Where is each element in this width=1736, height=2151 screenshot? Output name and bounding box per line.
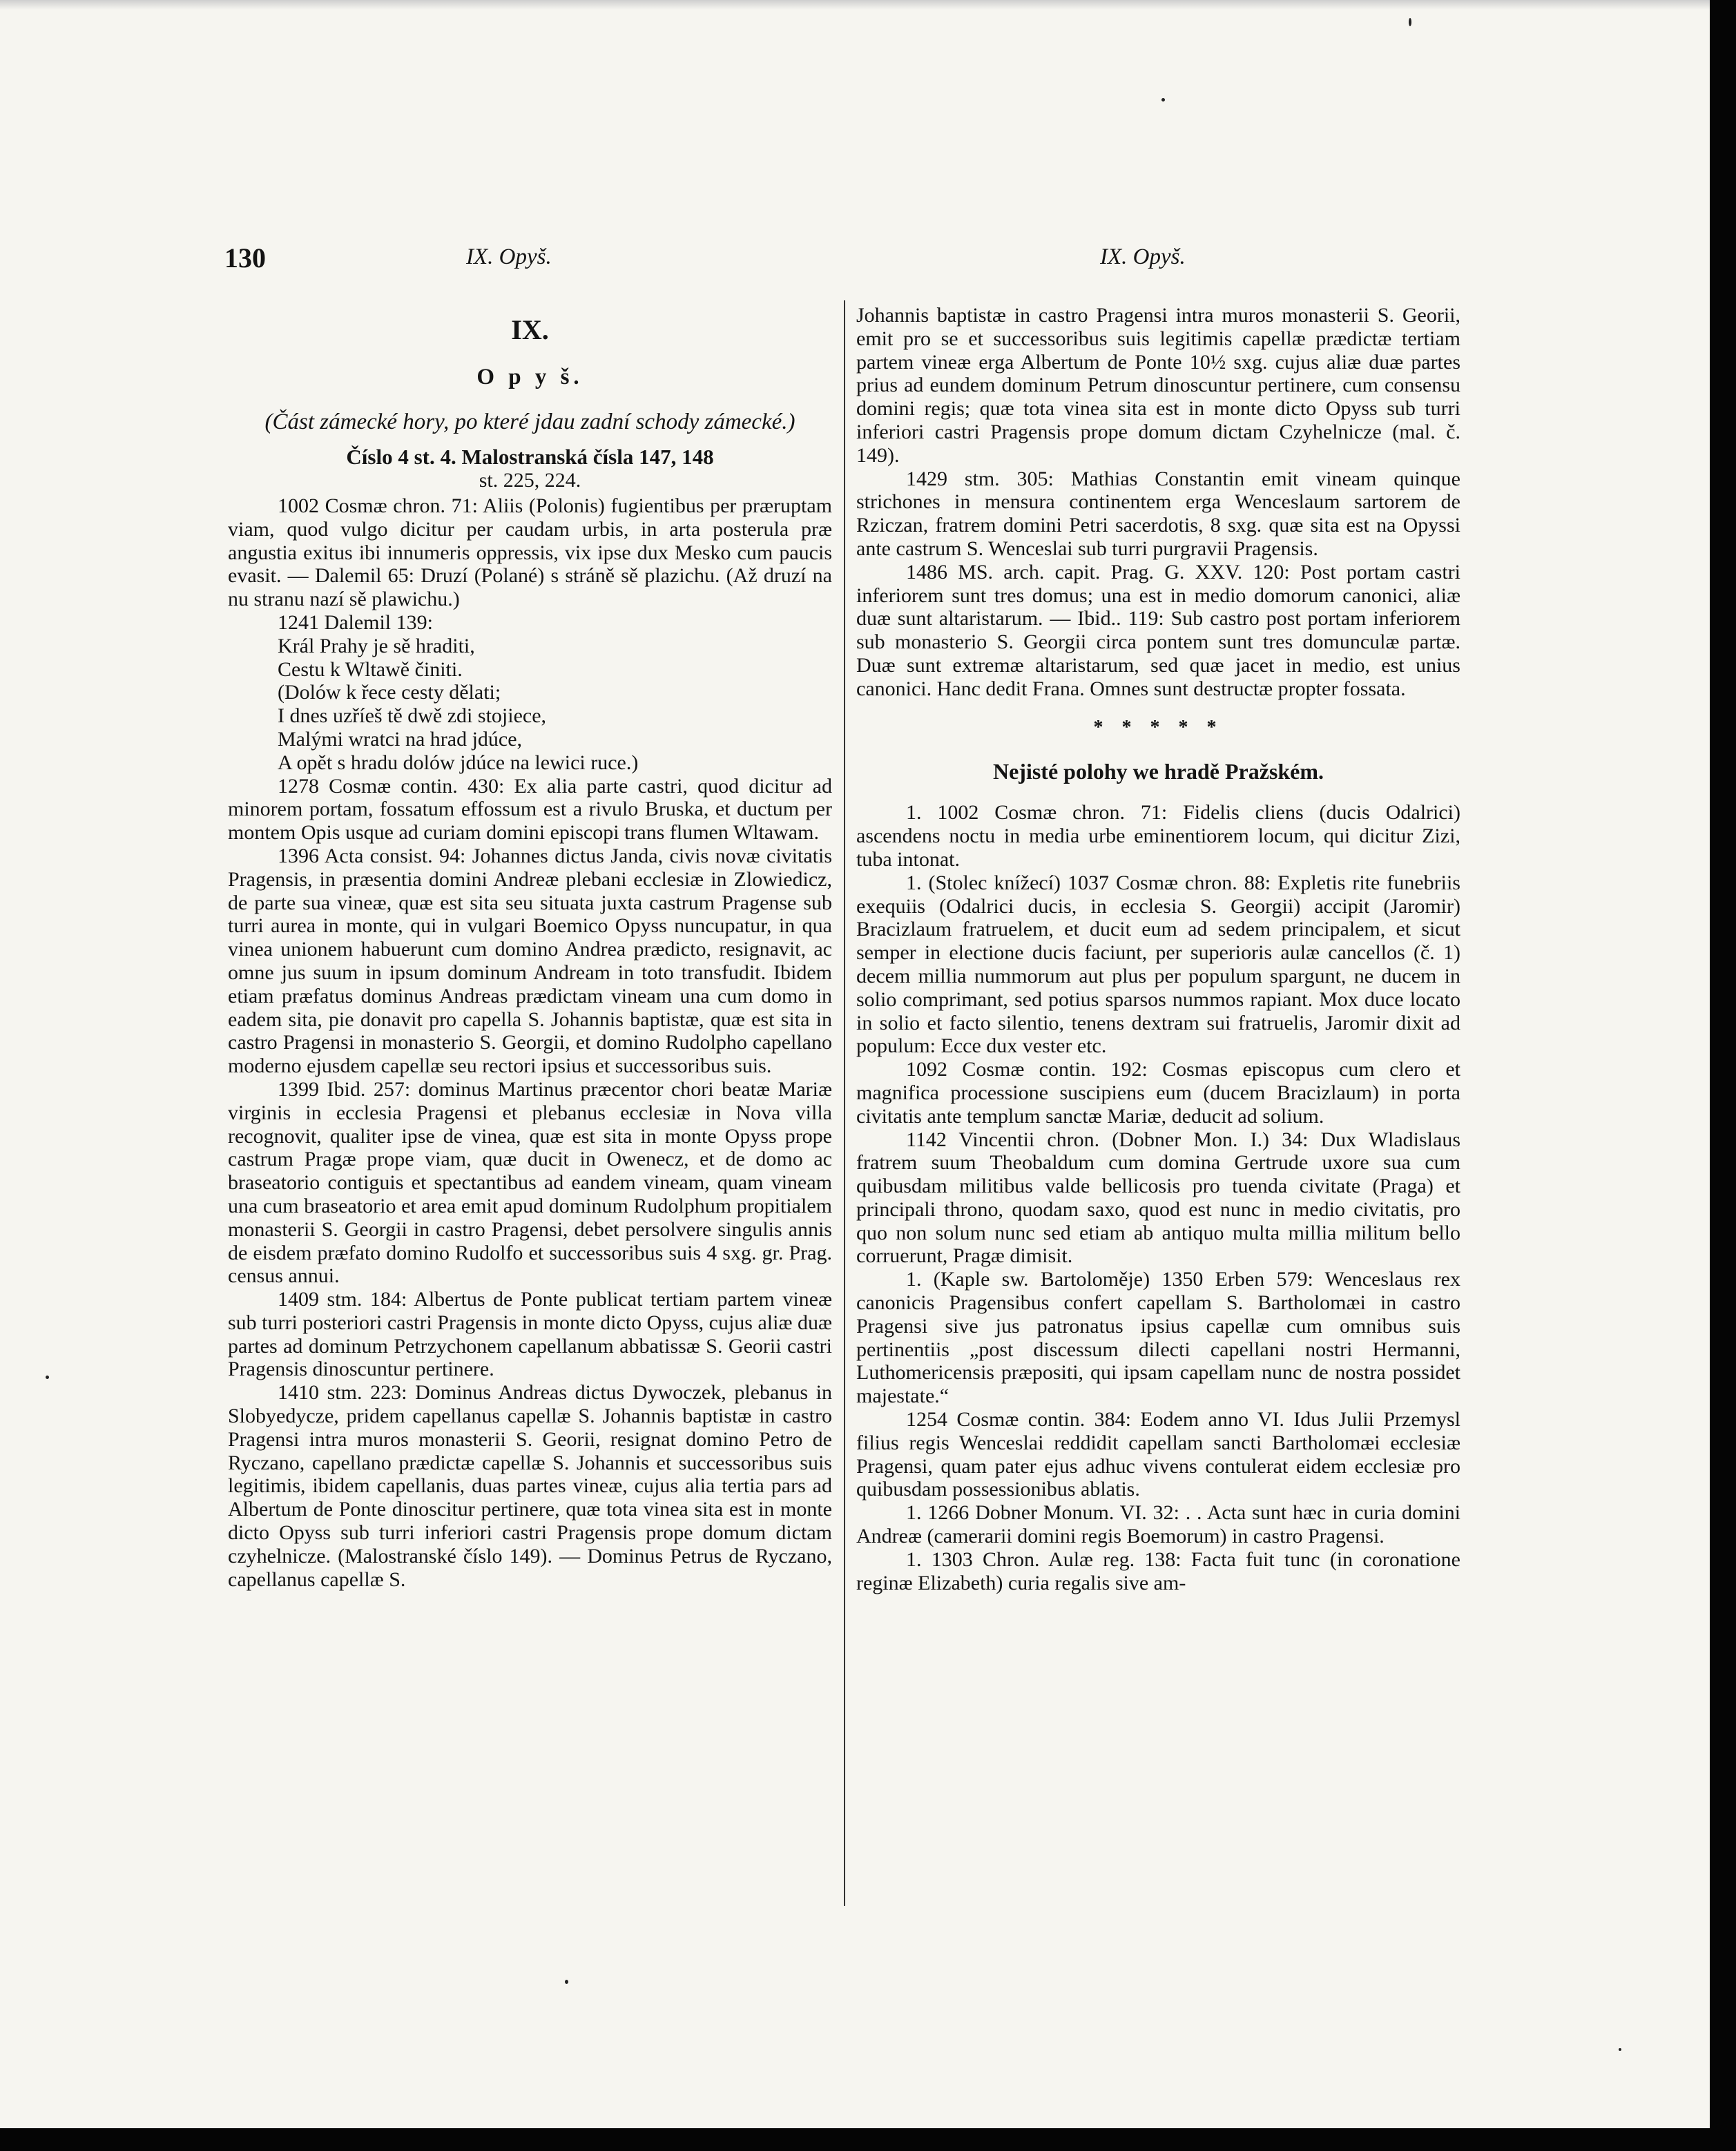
entry-paragraph: 1. (Stolec knížecí) 1037 Cosmæ chron. 88: Expletis rite funebriis exequiis (Odalrici ducis, in ecclesia S. Georgii) accipit (Jaromir) Bracizlaum fratruelem, et ducit eum ad sedem principalem, et sicut semper in electione ducis faciunt, per superioris aulæ cancellos (č. 1) decem millia nummorum aut plus per populum spargunt, ne ducem in solio comprimant, sed potius sparsos nummos rapiant. Mox duce locato in solio et facto silentio, tenens dextram sui fratruelis, Jaromir dixit ad populum: Ecce dux vester etc. [856, 871, 1460, 1058]
column-divider [844, 300, 845, 1906]
verse-line: Malými wratci na hrad jdúce, [278, 727, 523, 751]
entry-paragraph: 1002 Cosmæ chron. 71: Aliis (Polonis) fugientibus per præruptam viam, quod vulgo dicitur per caudam urbis, in arta posterula præ angustia exitus ibi innumeris oppressis, vix ipse dux Mesko cum paucis evasit. — Dalemil 65: Druzí (Polané) s stráně sě plazichu. (Až druzí na nu stranu nazí sě plawichu.) [228, 494, 832, 611]
chapter-subtitle: (Část zámecké hory, po které jdau zadní schody zámecké.) [264, 409, 795, 434]
section-separator-stars: * * * * * [1093, 716, 1224, 738]
scan-speck [565, 1980, 568, 1984]
entry-paragraph: 1. 1002 Cosmæ chron. 71: Fidelis cliens (ducis Odalrici) ascendens noctu in media urbe eminentiorem locum, qui dicitur Zizi, tuba intonat. [856, 801, 1460, 871]
right-column [856, 304, 1460, 1594]
scan-speck [46, 1376, 49, 1379]
verse-line: Král Prahy je sě hraditi, [278, 634, 475, 657]
house-heading: Číslo 4 st. 4. Malostranská čísla 147, 148 [346, 445, 714, 469]
header-left-title: IX. Opyš. [466, 244, 552, 269]
entry-paragraph: 1241 Dalemil 139: [278, 610, 433, 634]
scan-speck [1161, 98, 1165, 102]
entry-paragraph: 1278 Cosmæ contin. 430: Ex alia parte castri, quod dicitur ad minorem portam, fossatum effossum est a rivulo Bruska, et ductum per montem Opis usque ad curiam domini episcopi trans flumen Wltawam. [228, 774, 832, 845]
verse-line: I dnes uzříeš tě dwě zdi stojiece, [278, 704, 547, 728]
chapter-title: O p y š. [476, 365, 584, 389]
left-column [228, 304, 832, 1591]
scan-speck [1409, 18, 1411, 26]
verse-line: A opět s hradu dolów jdúce na lewici ruce.) [278, 751, 639, 774]
entry-paragraph: 1254 Cosmæ contin. 384: Eodem anno VI. Idus Julii Przemysl filius regis Wenceslai reddidit capellam sancti Bartholomæi ecclesiæ Pragensi, quam pater ejus adhuc vivens contulerat eidem ecclesiæ pro quibusdam possessionibus ablatis. [856, 1408, 1460, 1501]
scan-speck [1619, 2048, 1621, 2051]
page-edge-shadow [0, 0, 1710, 10]
entry-paragraph: Johannis baptistæ in castro Pragensi intra muros monasterii S. Georii, emit pro se et successoribus suis legitimis capellæ prædictæ tertiam partem vineæ erga Albertum de Ponte 10½ sxg. cujus aliæ duæ partes prius ad eundem dominum Petrum dinoscuntur pertinere, cum consensu domini regis; quæ tota vinea sita est in monte dicto Opyss sub turri inferiori castri Pragensis prope domum dictam Czyhelnicze (mal. č. 149). [856, 304, 1460, 467]
entry-paragraph: 1409 stm. 184: Albertus de Ponte publicat tertiam partem vineæ sub turri posteriori castri Pragensis in monte dicto Opyss, cujus aliæ duæ partes ad dominum Petrzychonem capellanum abbatissæ S. Georii castri Pragensis dinoscuntur pertinere. [228, 1288, 832, 1381]
header-right-title: IX. Opyš. [1100, 244, 1186, 269]
verse-line: (Dolów k řece cesty dělati; [278, 681, 501, 704]
entry-paragraph: 1. 1303 Chron. Aulæ reg. 138: Facta fuit tunc (in coronatione reginæ Elizabeth) curia regalis sive am- [856, 1547, 1460, 1594]
entry-paragraph: 1486 MS. arch. capit. Prag. G. XXV. 120: Post portam castri inferiorem sunt tres domus; una est in medio domorum canonici, aliæ duæ sunt altaristarum. — Ibid.. 119: Sub castro post portam inferiorem sub monasterio S. Georgii circa pontem sunt tres domunculæ partæ. Duæ sunt extremæ altaristarum, sed quæ jacet in medio, est unius canonici. Hanc dedit Frana. Omnes sunt destructæ propter fossata. [856, 560, 1460, 700]
running-header [224, 242, 1502, 283]
page-number: 130 [224, 242, 266, 273]
entry-paragraph: 1410 stm. 223: Dominus Andreas dictus Dywoczek, plebanus in Slobyedycze, pridem capellanus capellæ S. Johannis baptistæ in castro Pragensi intra muros monasterii S. Georii, resignat domino Petro de Ryczano, capellano prædictæ capellæ S. Johannis et successoribus suis legitimis, ibidem capellanis, duas partes vineæ, cujus alia tertia pars ad Albertum de Ponte dinoscitur pertinere, quæ tota vinea sita est in monte dicto Opyss sub turri inferiori castri Pragensis prope domum dictam czyhelnicze. (Malostranské číslo 149). — Dominus Petrus de Ryczano, capellanus capellæ S. [228, 1381, 832, 1591]
verse-line: Cestu k Wltawě činiti. [278, 657, 463, 681]
verse-block [228, 635, 832, 775]
entry-paragraph: 1. (Kaple sw. Bartoloměje) 1350 Erben 579: Wenceslaus rex canonicis Pragensibus confert capellam S. Bartholomæi in castro Pragensi sive jus patronatus ipsius capellæ cum omnibus suis pertinentiis „post discessum dilecti capellani nostri Hermanni, Luthomericensis præpositi, qui ipsam capellam nunc de nostra possidet majestate.“ [856, 1268, 1460, 1408]
entry-paragraph: 1142 Vincentii chron. (Dobner Mon. I.) 34: Dux Wladislaus fratrem suum Theobaldum cum domina Gertrude uxore sua cum quibusdam militibus valde bellicosis pro tuenda civitate (Praga) et principali throno, quodam saxo, quod est nunc in medio civitatis, pro quo non solum nunc sed etiam ab antiquo multa millia militum bello corruerunt, Pragæ dimisit. [856, 1128, 1460, 1268]
entry-paragraph: 1429 stm. 305: Mathias Constantin emit vineam quinque strichones in mensura continentem erga Wenceslaum sartorem de Rziczan, fratrem domini Petri sacerdotis, 8 sxg. quæ sita est na Opyssi ante castrum S. Wenceslai sub turri purgravii Pragensis. [856, 467, 1460, 560]
entry-paragraph: 1396 Acta consist. 94: Johannes dictus Janda, civis novæ civitatis Pragensis, in præsentia domini Andreæ plebani ecclesiæ in Zlowiedicz, de parte sua vineæ, quæ est sita seu situata juxta castrum Pragense sub turri aurea in monte, qui in vulgari Boemico Opyss nuncupatur, in qua vinea unionem habuerunt cum domino Andrea prædicto, resignavit, ac omne jus suum in ipsum dominum Andream in toto transfudit. Ibidem etiam præfatus dominus Andreas prædictam vineam una cum domo in eadem sita, pie donavit pro capella S. Johannis baptistæ, quæ est sita in castro Pragensi in monasterio S. Georgii, et domino Rudolpho capellano moderno ejusdem capellæ seu rectori ipsius et successoribus suis. [228, 844, 832, 1078]
section-title: Nejisté polohy we hradě Pražském. [992, 759, 1324, 784]
entry-paragraph: 1092 Cosmæ contin. 192: Cosmas episcopus cum clero et magnifica processione suscipiens eum (ducem Bracizlaum) in porta civitatis ante templum sanctæ Mariæ, deducit ad solium. [856, 1058, 1460, 1128]
chapter-number: IX. [511, 314, 549, 345]
house-subheading: st. 225, 224. [479, 469, 581, 492]
entry-paragraph: 1. 1266 Dobner Monum. VI. 32: . . Acta sunt hæc in curia domini Andreæ (camerarii domini regis Boemorum) in castro Pragensi. [856, 1501, 1460, 1548]
entry-paragraph: 1399 Ibid. 257: dominus Martinus præcentor chori beatæ Mariæ virginis in ecclesia Pragensi et plebanus ecclesiæ in Nova villa recognovit, qualiter ipse de vinea, quæ est sita in monte Opyss prope castrum Pragæ prope viam, quæ ducit in Owenecz, et de domo ac braseatorio contiguis et spectantibus ad eandem vineam, quam vineam una cum braseatorio et area emit apud dominum Rudolphum propitialem monasterii S. Georgii in castro Pragensi, debet persolvere singulis annis de eisdem præfato domino Rudolfo et successoribus suis 4 sxg. gr. Prag. census annui. [228, 1077, 832, 1288]
